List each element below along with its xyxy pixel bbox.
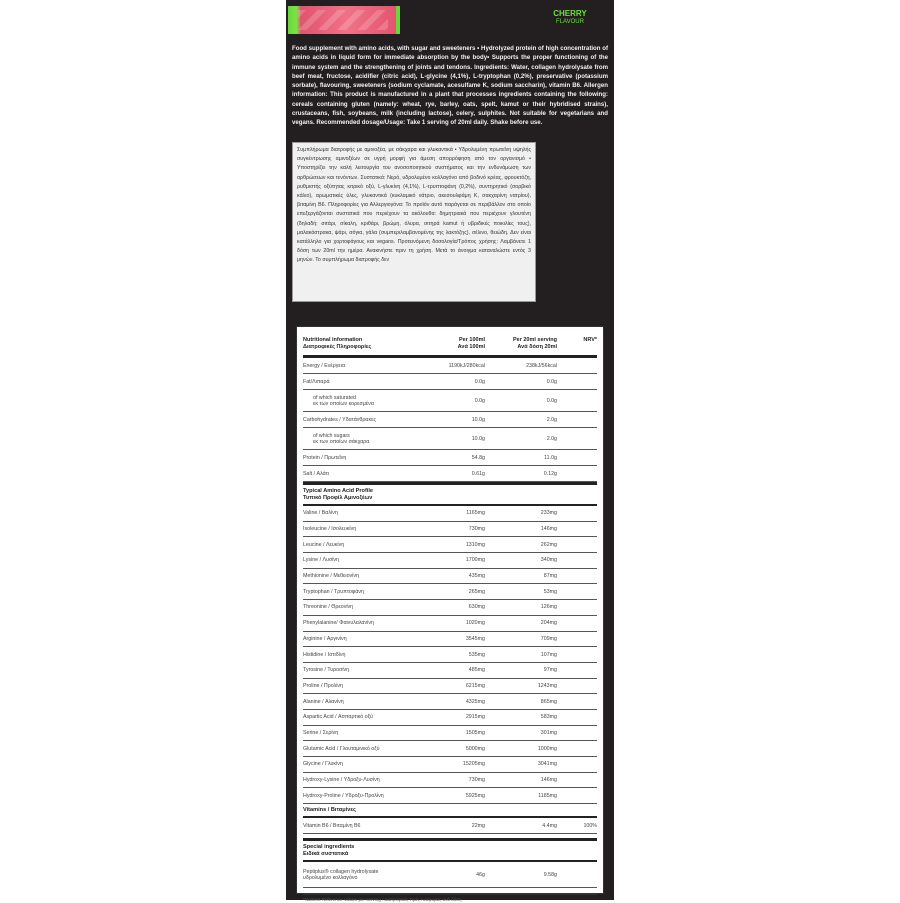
amino-row bbox=[303, 694, 597, 710]
peptiplus-row: Peptiplus® collagen hydrolysate υδρολυμένο κολλαγόνο 46g 9.58g bbox=[303, 862, 597, 888]
label-panel bbox=[286, 0, 614, 903]
amino-label: Methionine / Μεθειονίνη bbox=[303, 573, 359, 580]
amino-row bbox=[303, 773, 597, 789]
amino-perserv: 87mg bbox=[543, 573, 557, 580]
nutrient-row bbox=[303, 466, 597, 482]
amino-label: Leucine / Λευκίνη bbox=[303, 541, 345, 548]
amino-perserv: 146mg bbox=[540, 777, 557, 784]
amino-per100: 1310mg bbox=[465, 541, 485, 548]
amino-label: Glutamic Acid / Γλουταμινικό οξύ bbox=[303, 745, 380, 752]
amino-label: Tyrosine / Τυροσίνη bbox=[303, 667, 350, 674]
amino-section-title: Typical Amino Acid Profile Τυπικό Προφίλ Αμινοξέων bbox=[303, 488, 374, 501]
nutrient-row bbox=[303, 358, 597, 374]
amino-row bbox=[303, 522, 597, 538]
perserv-header-gr: Ανά δόση 20ml bbox=[517, 344, 557, 350]
amino-per100: 6215mg bbox=[465, 682, 485, 689]
amino-row bbox=[303, 757, 597, 773]
nutrient-per100: 1190kJ/280kcal bbox=[448, 362, 485, 369]
nutrition-title-gr: Διατροφικές Πληροφορίες bbox=[303, 344, 372, 350]
amino-row bbox=[303, 506, 597, 522]
amino-per100: 5925mg bbox=[465, 792, 485, 799]
amino-label: Hydroxy-Lysine / Υδροξυ-Λυσίνη bbox=[303, 777, 380, 784]
nutrient-label: Carbohydrates / Υδατάνθρακες bbox=[303, 416, 377, 423]
amino-perserv: 126mg bbox=[540, 604, 557, 611]
nutrient-perserv: 0.0g bbox=[546, 397, 557, 404]
nutrition-title-en: Nutritional information bbox=[303, 337, 363, 343]
amino-per100: 2915mg bbox=[465, 714, 485, 721]
amino-per100: 1505mg bbox=[465, 729, 485, 736]
nutrient-per100: 0.61g bbox=[471, 470, 485, 477]
amino-row bbox=[303, 632, 597, 648]
amino-label: Hydroxy-Proline / Υδροξυ-Προλίνη bbox=[303, 792, 384, 799]
amino-perserv: 53mg bbox=[543, 588, 557, 595]
nutrient-sublabel: εκ των οποίων κορεσμένα bbox=[313, 400, 374, 407]
amino-perserv: 3041mg bbox=[537, 761, 557, 768]
amino-label: Threonine / Θρεονίνη bbox=[303, 604, 354, 611]
amino-perserv: 1243mg bbox=[537, 682, 557, 689]
nutrition-header bbox=[303, 331, 597, 355]
amino-perserv: 1185mg bbox=[538, 792, 557, 799]
nutrient-row bbox=[303, 374, 597, 390]
amino-perserv: 262mg bbox=[540, 541, 557, 548]
nutrient-label: Energy / Ενέργεια bbox=[303, 362, 346, 369]
flavour-color-band bbox=[288, 6, 400, 34]
amino-row bbox=[303, 788, 597, 804]
perserv-header-en: Per 20ml serving bbox=[512, 337, 557, 343]
nutrient-per100: 0.0g bbox=[474, 397, 485, 404]
amino-per100: 4325mg bbox=[465, 698, 485, 705]
amino-perserv: 301mg bbox=[540, 729, 557, 736]
nutrient-perserv: 11.0g bbox=[544, 454, 557, 461]
amino-row bbox=[303, 741, 597, 757]
amino-per100: 1165mg bbox=[466, 510, 485, 517]
amino-per100: 630mg bbox=[468, 604, 485, 611]
amino-label: Glycine / Γλυκίνη bbox=[303, 761, 343, 768]
description-en: Food supplement with amino acids, with sugar and sweeteners • Hydrolyzed protein of high concentration of amino acids in liquid form for immediate absorption by the body• Supports the proper functioning of the immune system and the strengthening of joints and tendons. Ingredients: Water, collagen hydrolysate from beef meat, fructose, acidifier (citric acid), L-glycine (4,1%), L-tryptophan (0,2%), preservative (potassium sorbate), flavouring, sweeteners (sodium cyclamate, acesulfame K, sodium saccharin), vitamin B6. Allergen information: This product is manufactured in a plant that processes ingredients containing the following: cereals containing gluten (namely: wheat, rye, barley, oats, spelt, kamut or their hybridised strains), crustaceans, fish, soybeans, milk (including lactose), celery, sulphites. Not suitable for vegetarians and vegans. Recommended dosage/Usage: Take 1 serving of 20ml daily. Shake before use. bbox=[292, 45, 608, 127]
basic-nutrient-rows bbox=[303, 358, 597, 482]
amino-perserv: 107mg bbox=[540, 651, 557, 658]
amino-row bbox=[303, 679, 597, 695]
amino-per100: 435mg bbox=[468, 573, 485, 580]
amino-per100: 730mg bbox=[468, 526, 485, 533]
flavour-label: FLAVOUR bbox=[556, 19, 584, 25]
amino-label: Isoleucine / Ισολευκίνη bbox=[303, 526, 357, 533]
nutrient-perserv: 0.12g bbox=[543, 470, 557, 477]
amino-row bbox=[303, 584, 597, 600]
special-section-title: Special ingredients Ειδικά συστατικά bbox=[303, 844, 355, 858]
amino-per100: 535mg bbox=[468, 651, 485, 658]
amino-row bbox=[303, 600, 597, 616]
amino-per100: 15205mg bbox=[462, 761, 485, 768]
nutrient-label: Salt / Αλάτι bbox=[303, 470, 329, 477]
amino-perserv: 204mg bbox=[540, 620, 557, 627]
amino-perserv: 1000mg bbox=[537, 745, 557, 752]
amino-label: Alanine / Αλανίνη bbox=[303, 698, 344, 705]
nutrient-row bbox=[303, 390, 597, 412]
nutrient-row bbox=[303, 450, 597, 466]
amino-per100: 730mg bbox=[468, 777, 485, 784]
per100-header-gr: Ανά 100ml bbox=[457, 344, 485, 350]
nutrient-row bbox=[303, 428, 597, 450]
amino-row bbox=[303, 553, 597, 569]
amino-per100: 265mg bbox=[468, 588, 485, 595]
footnote: *Nutrient Reference Values per serving / Διατροφικές Τιμές Αναφοράς ανά δόση bbox=[303, 894, 597, 903]
nutrient-label: of which sugars bbox=[313, 432, 350, 439]
nutrient-row bbox=[303, 412, 597, 428]
amino-perserv: 233mg bbox=[540, 510, 557, 517]
amino-label: Proline / Προλίνη bbox=[303, 682, 344, 689]
amino-label: Tryptophan / Τρυπτοφάνη bbox=[303, 588, 364, 595]
nutrient-perserv: 2.0g bbox=[546, 416, 557, 423]
vitamins-section-title: Vitamins / Βιταμίνες bbox=[303, 807, 356, 814]
nutrient-perserv: 2.0g bbox=[546, 435, 557, 442]
nutrient-label: of which saturated bbox=[313, 394, 356, 401]
amino-perserv: 340mg bbox=[540, 557, 557, 564]
nutrient-per100: 54.8g bbox=[471, 454, 485, 461]
amino-label: Aspartic Acid / Ασπαρτικό οξύ bbox=[303, 714, 373, 721]
amino-row bbox=[303, 647, 597, 663]
amino-per100: 3545mg bbox=[465, 635, 485, 642]
amino-perserv: 709mg bbox=[540, 635, 557, 642]
amino-per100: 485mg bbox=[468, 667, 485, 674]
amino-per100: 1020mg bbox=[465, 620, 485, 627]
amino-perserv: 583mg bbox=[540, 714, 557, 721]
nutrient-per100: 10.0g bbox=[471, 435, 485, 442]
amino-perserv: 146mg bbox=[540, 526, 557, 533]
amino-perserv: 865mg bbox=[540, 698, 557, 705]
flavour-name: CHERRY bbox=[553, 9, 587, 18]
description-gr: Συμπλήρωμα διατροφής με αμινοξέα, με σάκχαρα και γλυκαντικά • Υδρολυμένη πρωτεΐνη υψηλής συγκέντρωσης αμινοξέων σε υγρή μορφή για άμεση απορρόφηση από τον οργανισμό • Υποστηρίζει την καλή λειτουργία του ανοσοποιητικού συστήματος και την ενδυνάμωση των αρθρώσεων και τενόντων. Συστατικά: Νερό, υδρολυμένο κολλαγόνο από βοδινό κρέας, φρουκτόζη, ρυθμιστής οξύτητας κιτρικό οξύ, L-γλυκίνη (4,1%), L-τρυπτοφάνη (0,2%), συντηρητικό (σορβικό κάλιο), αρωματικές ύλες, γλυκαντικά (κυκλαμικό νάτριο, ακεσουλφάμη Κ, σακχαρίνη νατρίου), βιταμίνη Β6. Πληροφορίες για Αλλεργιογόνα: Το προϊόν αυτό παράγεται σε περιβάλλον στο οποίο επεξεργάζονται συστατικά που περιέχουν τα ακόλουθα: δημητριακά που περιέχουν γλουτένη (δηλαδή: σιτάρι, σίκαλη, κριθάρι, βρώμη, όλυρα, σιτηρά kamut ή υβριδικές ποικιλίες τους), μαλακόστρακα, ψάρι, σόγια, γάλα (συμπεριλαμβανομένης της λακτόζης), σέλινο, θειώδη. Δεν είναι κατάλληλο για χορτοφάγους και vegans. Προτεινόμενη δοσολογία/Τρόπος χρήσης: Λαμβάνετε 1 δόση των 20ml την ημέρα. Ανακινήστε πριν τη χρήση. Μετά το άνοιγμα καταναλώστε εντός 3 μηνών. Το συμπλήρωμα διατροφής δεν bbox=[297, 147, 531, 264]
amino-row bbox=[303, 663, 597, 679]
vitamin-b6-row: Vitamin B6 / Βιταμίνη Β6 22mg 4.4mg 100% bbox=[303, 818, 597, 834]
amino-label: Histidine / Ιστιδίνη bbox=[303, 651, 346, 658]
amino-per100: 5000mg bbox=[465, 745, 485, 752]
nutrient-perserv: 0.0g bbox=[546, 378, 557, 385]
amino-label: Arginine / Αργινίνη bbox=[303, 635, 347, 642]
per100-header-en: Per 100ml bbox=[459, 337, 485, 343]
amino-label: Serine / Σερίνη bbox=[303, 729, 339, 736]
amino-row bbox=[303, 726, 597, 742]
amino-row bbox=[303, 537, 597, 553]
nutrient-per100: 10.0g bbox=[471, 416, 485, 423]
nutrition-table bbox=[296, 326, 604, 903]
nutrient-perserv: 238kJ/56kcal bbox=[526, 362, 557, 369]
nutrient-label: Fat/Λιπαρά bbox=[303, 378, 330, 385]
amino-acid-rows bbox=[303, 506, 597, 804]
amino-perserv: 97mg bbox=[543, 667, 557, 674]
amino-row bbox=[303, 710, 597, 726]
amino-label: Lysine / Λυσίνη bbox=[303, 557, 340, 564]
amino-label: Phenylalanine/ Φαινυλαλανίνη bbox=[303, 620, 374, 627]
nutrient-per100: 0.0g bbox=[474, 378, 485, 385]
nutrient-sublabel: εκ των οποίων σάκχαρα bbox=[313, 438, 370, 445]
nrv-header: NRV* bbox=[583, 337, 597, 343]
description-gr-box bbox=[292, 142, 536, 302]
amino-label: Valine / Βαλίνη bbox=[303, 510, 338, 517]
amino-row bbox=[303, 569, 597, 585]
amino-row bbox=[303, 616, 597, 632]
nutrient-label: Protein / Πρωτεΐνη bbox=[303, 454, 347, 461]
amino-per100: 1700mg bbox=[465, 557, 485, 564]
